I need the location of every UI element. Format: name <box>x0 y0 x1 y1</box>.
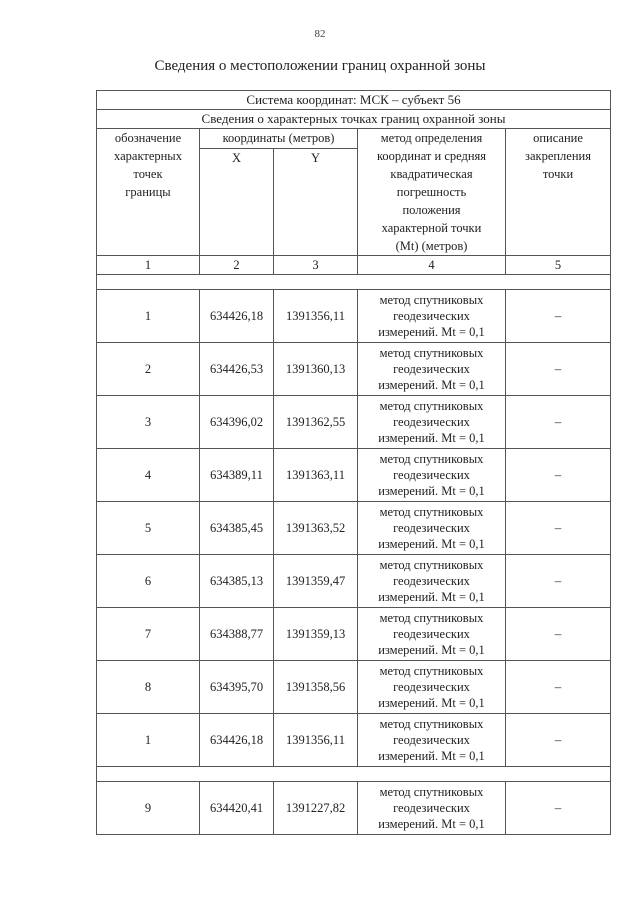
y-coordinate-cell: 1391363,11 <box>274 449 358 502</box>
y-coordinate-cell: 1391358,56 <box>274 661 358 714</box>
header-designation-line: характерных <box>114 149 182 163</box>
table-subtitle: Сведения о характерных точках границ охранной зоны <box>97 110 611 129</box>
method-cell <box>358 608 506 661</box>
table-row <box>97 290 611 343</box>
column-number: 2 <box>200 256 274 275</box>
method-cell <box>358 290 506 343</box>
header-description <box>506 129 611 256</box>
document-title: Сведения о местоположении границ охранной зоны <box>154 58 486 74</box>
column-number: 4 <box>358 256 506 275</box>
method-cell <box>358 782 506 835</box>
x-coordinate-cell: 634395,70 <box>200 661 274 714</box>
table-row <box>97 449 611 502</box>
table-row <box>97 502 611 555</box>
description-cell: – <box>506 555 611 608</box>
table-row <box>97 661 611 714</box>
group-separator-cell <box>97 767 611 782</box>
table-row <box>97 782 611 835</box>
y-coordinate-cell: 1391362,55 <box>274 396 358 449</box>
group-separator-cell <box>97 275 611 290</box>
header-designation <box>97 129 200 256</box>
x-coordinate-cell: 634388,77 <box>200 608 274 661</box>
header-designation-line: точек <box>133 167 163 181</box>
method-line: метод спутниковых <box>379 664 484 678</box>
method-line: геодезических <box>393 627 470 641</box>
page-number: 82 <box>314 28 326 40</box>
method-line: метод спутниковых <box>379 293 484 307</box>
method-line: измерений. Mt = 0,1 <box>378 643 485 657</box>
header-description-line: описание <box>533 131 583 145</box>
header-description-line: точки <box>542 167 574 181</box>
x-coordinate-cell: 634389,11 <box>200 449 274 502</box>
point-number-cell: 4 <box>97 449 200 502</box>
method-line: измерений. Mt = 0,1 <box>378 817 485 831</box>
method-line: геодезических <box>393 415 470 429</box>
column-numbers-row <box>97 256 611 275</box>
x-coordinate-cell: 634426,18 <box>200 290 274 343</box>
description-cell: – <box>506 343 611 396</box>
point-number-cell: 1 <box>97 714 200 767</box>
header-method-line: квадратическая <box>390 167 473 181</box>
table-row <box>97 608 611 661</box>
coordinate-system-caption: Система координат: МСК – субъект 56 <box>97 91 611 110</box>
method-cell <box>358 714 506 767</box>
x-coordinate-cell: 634420,41 <box>200 782 274 835</box>
method-line: метод спутниковых <box>379 399 484 413</box>
method-line: измерений. Mt = 0,1 <box>378 590 485 604</box>
header-coordinates: координаты (метров) <box>200 129 358 149</box>
description-cell: – <box>506 396 611 449</box>
method-line: измерений. Mt = 0,1 <box>378 378 485 392</box>
method-line: измерений. Mt = 0,1 <box>378 696 485 710</box>
method-line: метод спутниковых <box>379 452 484 466</box>
description-cell: – <box>506 290 611 343</box>
method-line: измерений. Mt = 0,1 <box>378 484 485 498</box>
method-line: измерений. Mt = 0,1 <box>378 431 485 445</box>
group-separator <box>97 275 611 290</box>
method-line: измерений. Mt = 0,1 <box>378 325 485 339</box>
header-x: X <box>200 148 274 255</box>
header-method-line: (Mt) (метров) <box>395 239 468 253</box>
column-number: 1 <box>97 256 200 275</box>
point-number-cell: 3 <box>97 396 200 449</box>
header-method-line: координат и средняя <box>376 149 487 163</box>
y-coordinate-cell: 1391227,82 <box>274 782 358 835</box>
method-line: геодезических <box>393 733 470 747</box>
header-method-line: метод определения <box>380 131 483 145</box>
method-line: метод спутниковых <box>379 505 484 519</box>
method-line: геодезических <box>393 574 470 588</box>
table-row <box>97 396 611 449</box>
method-line: геодезических <box>393 362 470 376</box>
method-line: метод спутниковых <box>379 717 484 731</box>
method-cell <box>358 502 506 555</box>
method-cell <box>358 396 506 449</box>
column-number: 3 <box>274 256 358 275</box>
method-cell <box>358 555 506 608</box>
point-number-cell: 6 <box>97 555 200 608</box>
method-line: метод спутниковых <box>379 611 484 625</box>
header-method-line: характерной точки <box>381 221 482 235</box>
x-coordinate-cell: 634385,13 <box>200 555 274 608</box>
description-cell: – <box>506 714 611 767</box>
table-row <box>97 343 611 396</box>
point-number-cell: 7 <box>97 608 200 661</box>
point-number-cell: 2 <box>97 343 200 396</box>
header-method <box>358 129 506 256</box>
x-coordinate-cell: 634385,45 <box>200 502 274 555</box>
description-cell: – <box>506 782 611 835</box>
header-designation-line: границы <box>125 185 171 199</box>
method-cell <box>358 661 506 714</box>
method-line: геодезических <box>393 680 470 694</box>
table-row <box>97 714 611 767</box>
point-number-cell: 5 <box>97 502 200 555</box>
x-coordinate-cell: 634426,18 <box>200 714 274 767</box>
header-designation-line: обозначение <box>114 131 182 145</box>
header-method-line: положения <box>402 203 461 217</box>
point-number-cell: 1 <box>97 290 200 343</box>
description-cell: – <box>506 608 611 661</box>
method-cell <box>358 343 506 396</box>
y-coordinate-cell: 1391356,11 <box>274 714 358 767</box>
x-coordinate-cell: 634396,02 <box>200 396 274 449</box>
y-coordinate-cell: 1391363,52 <box>274 502 358 555</box>
method-line: метод спутниковых <box>379 785 484 799</box>
header-method-line: погрешность <box>396 185 467 199</box>
header-description-line: закрепления <box>525 149 591 163</box>
y-coordinate-cell: 1391360,13 <box>274 343 358 396</box>
description-cell: – <box>506 449 611 502</box>
description-cell: – <box>506 502 611 555</box>
x-coordinate-cell: 634426,53 <box>200 343 274 396</box>
point-number-cell: 9 <box>97 782 200 835</box>
method-cell <box>358 449 506 502</box>
column-number: 5 <box>506 256 611 275</box>
header-y: Y <box>274 148 358 255</box>
point-number-cell: 8 <box>97 661 200 714</box>
group-separator <box>97 767 611 782</box>
method-line: геодезических <box>393 521 470 535</box>
method-line: измерений. Mt = 0,1 <box>378 749 485 763</box>
y-coordinate-cell: 1391356,11 <box>274 290 358 343</box>
description-cell: – <box>506 661 611 714</box>
y-coordinate-cell: 1391359,47 <box>274 555 358 608</box>
method-line: метод спутниковых <box>379 558 484 572</box>
method-line: метод спутниковых <box>379 346 484 360</box>
method-line: геодезических <box>393 468 470 482</box>
method-line: геодезических <box>393 309 470 323</box>
method-line: геодезических <box>393 801 470 815</box>
table-row <box>97 555 611 608</box>
y-coordinate-cell: 1391359,13 <box>274 608 358 661</box>
method-line: измерений. Mt = 0,1 <box>378 537 485 551</box>
boundary-points-table <box>96 90 611 835</box>
